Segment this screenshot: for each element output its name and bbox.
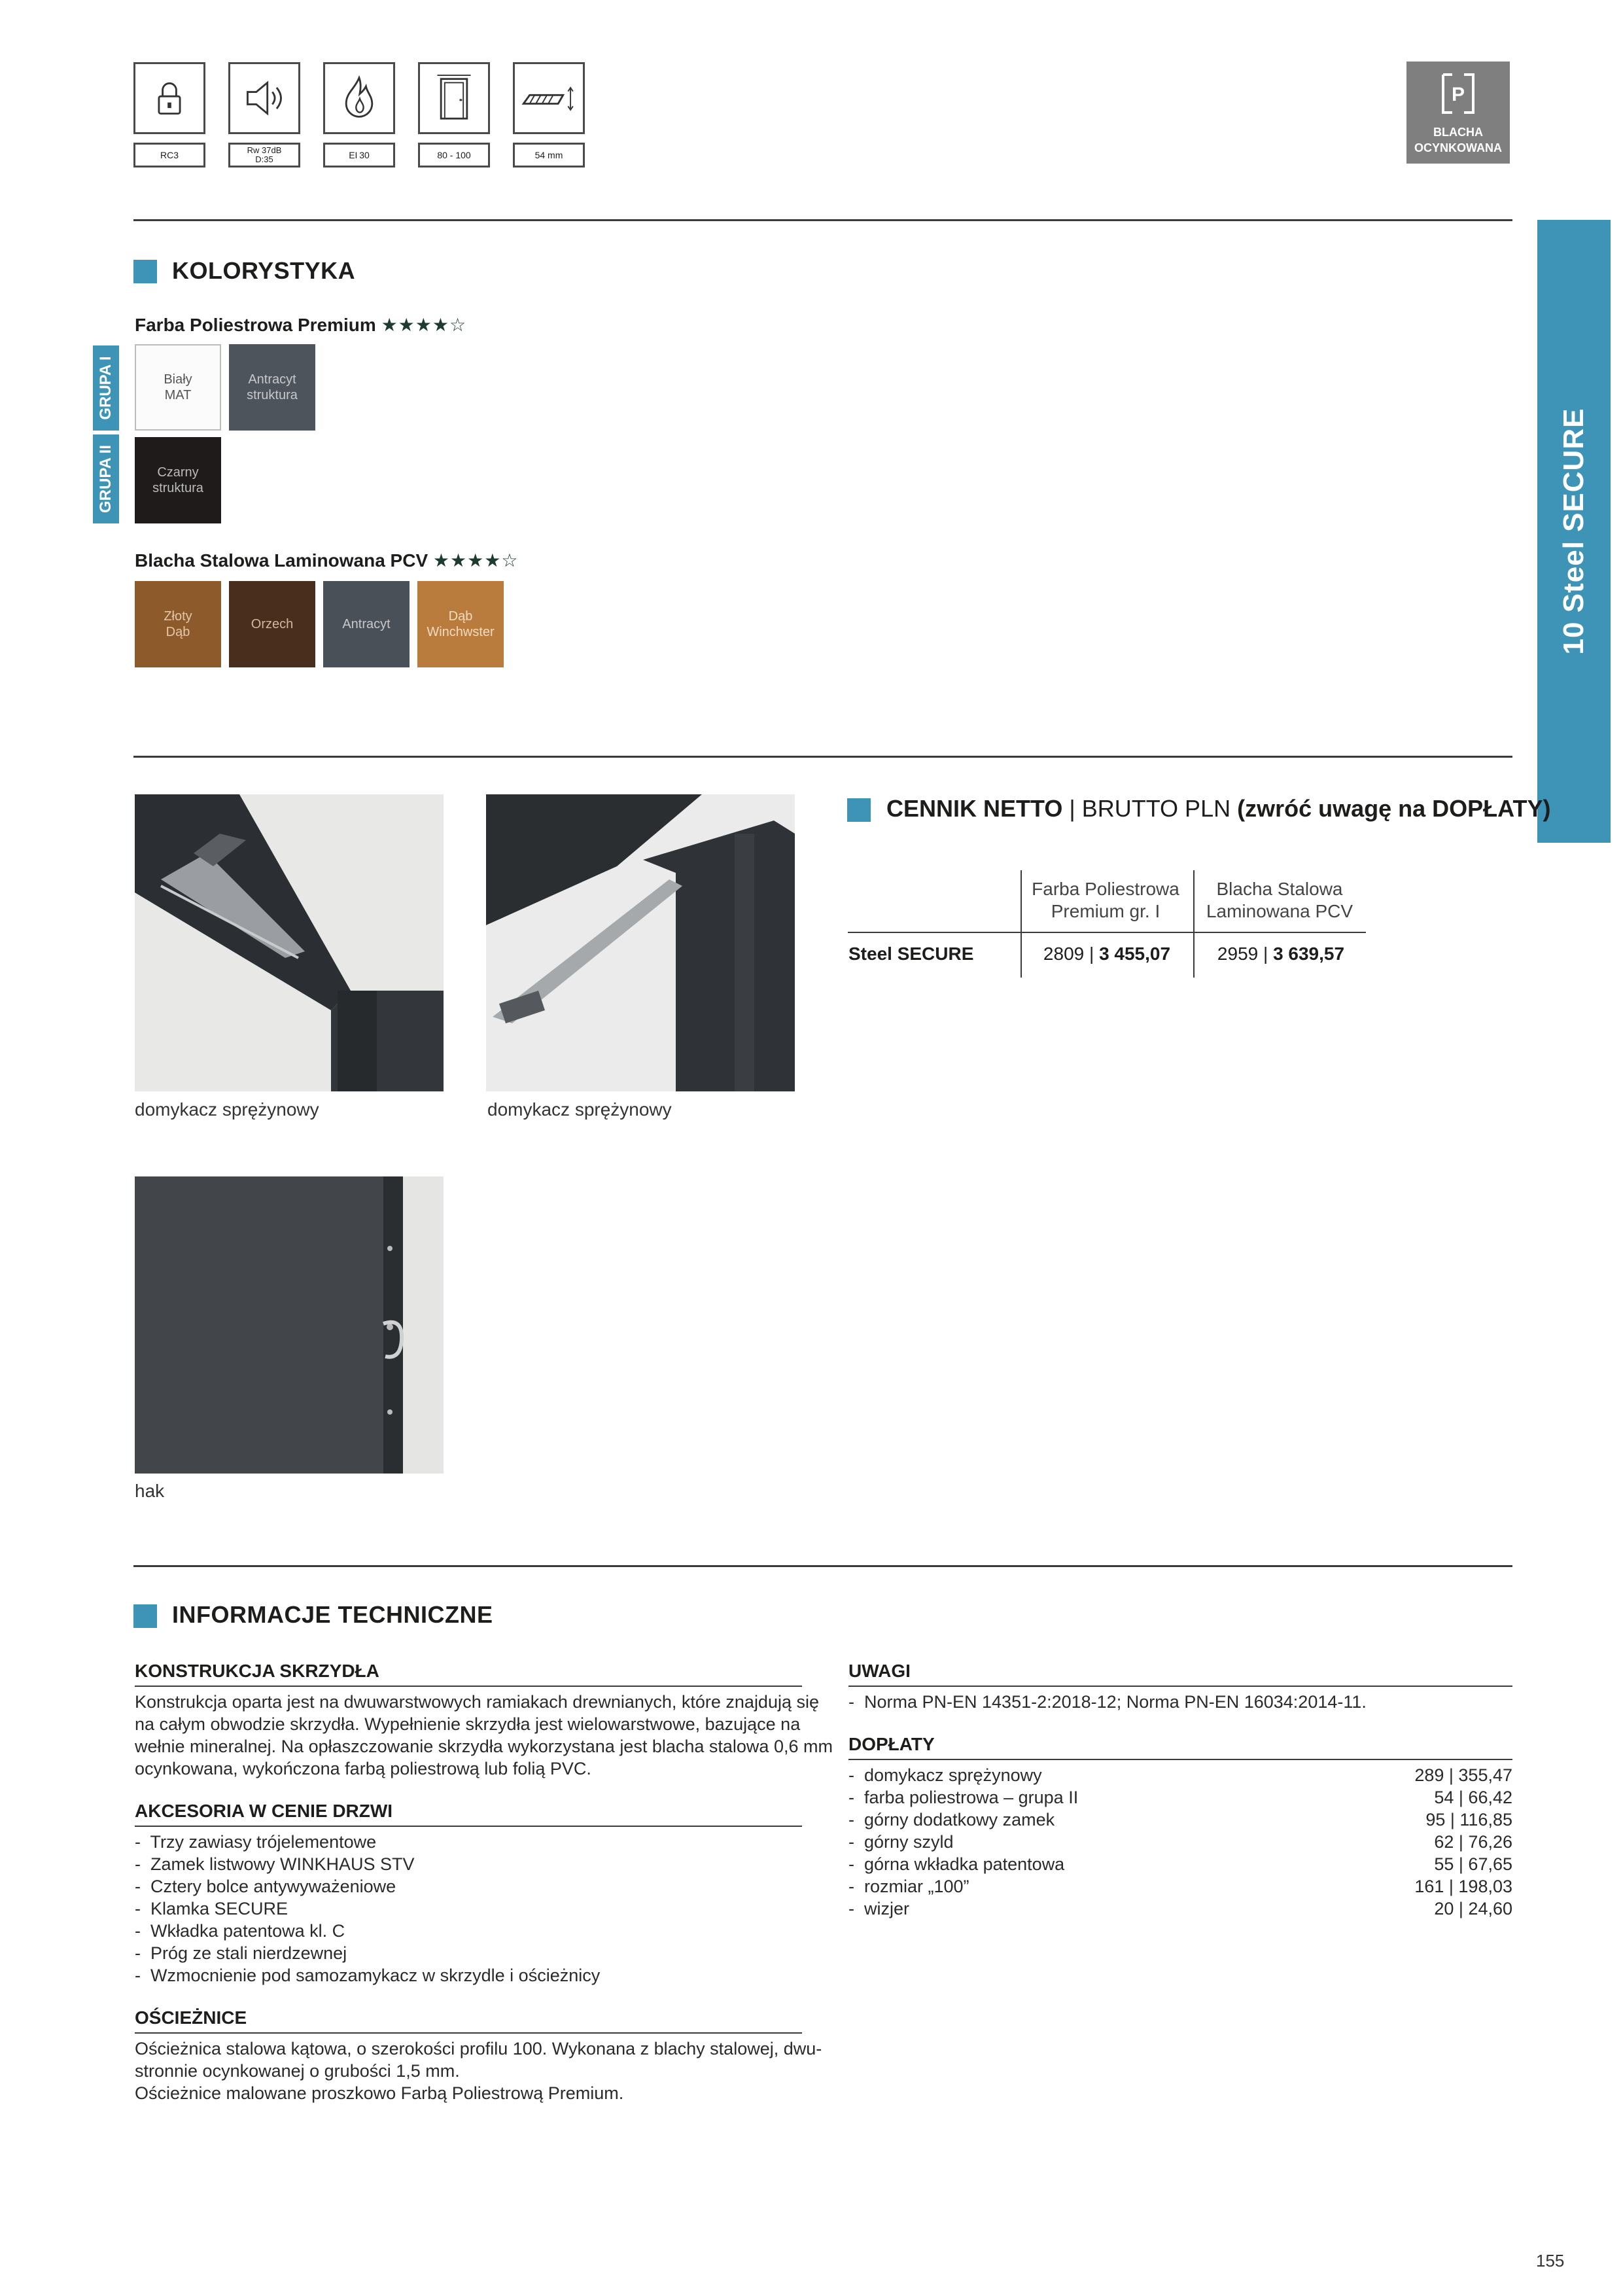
thickness-icon [513, 62, 585, 134]
swatch-bialy-mat: Biały MAT [135, 344, 221, 431]
swatch-czarny-struktura: Czarny struktura [135, 437, 221, 523]
divider [133, 756, 1512, 758]
kolorystyka-title: KOLORYSTYKA [172, 257, 356, 284]
list-item: - Klamka SECURE [135, 1899, 288, 1918]
divider [135, 1826, 802, 1827]
konstrukcja-title: KONSTRUKCJA SKRZYDŁA [135, 1661, 379, 1681]
uwagi-list [848, 1691, 1367, 1713]
blacha-title-text: Blacha Stalowa Laminowana PCV [135, 550, 428, 571]
price-col-header-farba: Farba Poliestrowa Premium gr. I [1032, 879, 1179, 921]
info-title: INFORMACJE TECHNICZNE [172, 1601, 493, 1628]
galvanized-sheet-badge [1406, 62, 1510, 164]
list-item: - Cztery bolce antywyważeniowe [135, 1877, 396, 1896]
photo-door-closer-1 [135, 794, 444, 1091]
divider [848, 1686, 1512, 1687]
list-item: - Próg ze stali nierdzewnej [135, 1943, 347, 1963]
swatch-zloty-dab: Złoty Dąb [135, 581, 221, 667]
frame-width-label: 80 - 100 [418, 143, 490, 168]
swatch-dab-winchwster: Dąb Winchwster [417, 581, 504, 667]
fire-class-label: EI 30 [323, 143, 395, 168]
table-hline [848, 932, 1366, 933]
list-item: - górny szyld 62 | 76,26 [848, 1832, 1512, 1852]
list-item: - farba poliestrowa – grupa II 54 | 66,42 [848, 1788, 1512, 1807]
swatch-orzech: Orzech [229, 581, 315, 667]
divider [135, 1686, 802, 1687]
farba-title-text: Farba Poliestrowa Premium [135, 315, 376, 335]
thickness-label: 54 mm [513, 143, 585, 168]
price-col-header-blacha: Blacha Stalowa Laminowana PCV [1206, 879, 1353, 921]
photo-hook [135, 1176, 444, 1474]
oscieznice-title: OŚCIEŻNICE [135, 2007, 247, 2028]
rating-stars: ★★★★☆ [432, 550, 519, 571]
padlock-icon [133, 62, 205, 134]
list-item: - Zamek listwowy WINKHAUS STV [135, 1854, 415, 1874]
list-item: - górna wkładka patentowa 55 | 67,65 [848, 1854, 1512, 1874]
akcesoria-list [135, 1831, 600, 1987]
list-item: - górny dodatkowy zamek 95 | 116,85 [848, 1810, 1512, 1829]
group-1-label: GRUPA I [93, 345, 119, 431]
acoustic-label: Rw 37dB D:35 [228, 143, 300, 168]
side-chapter-tab: 10 Steel SECURE [1537, 220, 1611, 843]
swatch-antracyt: Antracyt [323, 581, 410, 667]
divider [848, 1759, 1512, 1760]
farba-title [135, 314, 466, 336]
badge-text: BLACHA OCYNKOWANA [1414, 126, 1502, 154]
section-marker [847, 798, 871, 822]
list-item: - Wzmocnienie pod samozamykacz w skrzydle i ościeżnicy [135, 1966, 601, 1985]
doplaty-title: DOPŁATY [848, 1734, 935, 1754]
divider [133, 219, 1512, 221]
akcesoria-title: AKCESORIA W CENIE DRZWI [135, 1801, 393, 1821]
doplaty-list [848, 1764, 1512, 1920]
speaker-sound-icon [228, 62, 300, 134]
price-farba: 2809 | 3 455,07 [1043, 944, 1171, 964]
list-item: - Norma PN-EN 14351-2:2018-12; Norma PN-EN 16034:2014-11. [848, 1692, 1367, 1712]
blacha-title [135, 550, 518, 571]
page-number: 155 [1536, 2251, 1565, 2270]
price-row-label: Steel SECURE [848, 944, 974, 964]
svg-text:P: P [1451, 84, 1465, 105]
uwagi-title: UWAGI [848, 1661, 911, 1681]
rating-stars: ★★★★☆ [381, 315, 467, 335]
konstrukcja-text: Konstrukcja oparta jest na dwuwarstwowych ramiakach drewnianych, które znajdują się na całym obwodzie skrzydła. Wypełnienie skrzydła jest wielowarstwowe, bazujące na wełnie mineralnej. Na opłaszczowanie skrzydła wykorzystana jest blacha stalowa 0,6 mm ocynkowana, wykończona farbą poliestrową lub folią PVC. [135, 1692, 833, 1778]
list-item: - Wkładka patentowa kl. C [135, 1921, 345, 1941]
photo-caption-2: domykacz sprężynowy [487, 1099, 672, 1120]
security-class-label: RC3 [133, 143, 205, 168]
fire-icon [323, 62, 395, 134]
list-item: - wizjer 20 | 24,60 [848, 1899, 1512, 1918]
list-item: - rozmiar „100” 161 | 198,03 [848, 1877, 1512, 1896]
cennik-title: CENNIK NETTO | BRUTTO PLN (zwróć uwagę na DOPŁATY) [886, 795, 1551, 822]
divider [135, 2032, 802, 2034]
section-marker [133, 260, 157, 283]
divider [133, 1565, 1512, 1567]
door-frame-icon [418, 62, 490, 134]
swatch-antracyt-struktura: Antracyt struktura [229, 344, 315, 431]
list-item: - Trzy zawiasy trójelementowe [135, 1832, 377, 1852]
photo-caption-3: hak [135, 1481, 165, 1501]
list-item: - domykacz sprężynowy 289 | 355,47 [848, 1765, 1512, 1785]
price-blacha: 2959 | 3 639,57 [1217, 944, 1345, 964]
photo-caption-1: domykacz sprężynowy [135, 1099, 319, 1120]
group-2-label: GRUPA II [93, 434, 119, 523]
section-marker [133, 1604, 157, 1628]
photo-door-closer-2 [486, 794, 795, 1091]
p-logo-icon [1440, 72, 1476, 115]
oscieznice-text: Ościeżnica stalowa kątowa, o szerokości profilu 100. Wykonana z blachy stalowej, dwu- stronnie ocynkowanej o grubości 1,5 mm. Ościeżnice malowane proszkowo Farbą Poliestrową Premium. [135, 2039, 822, 2103]
